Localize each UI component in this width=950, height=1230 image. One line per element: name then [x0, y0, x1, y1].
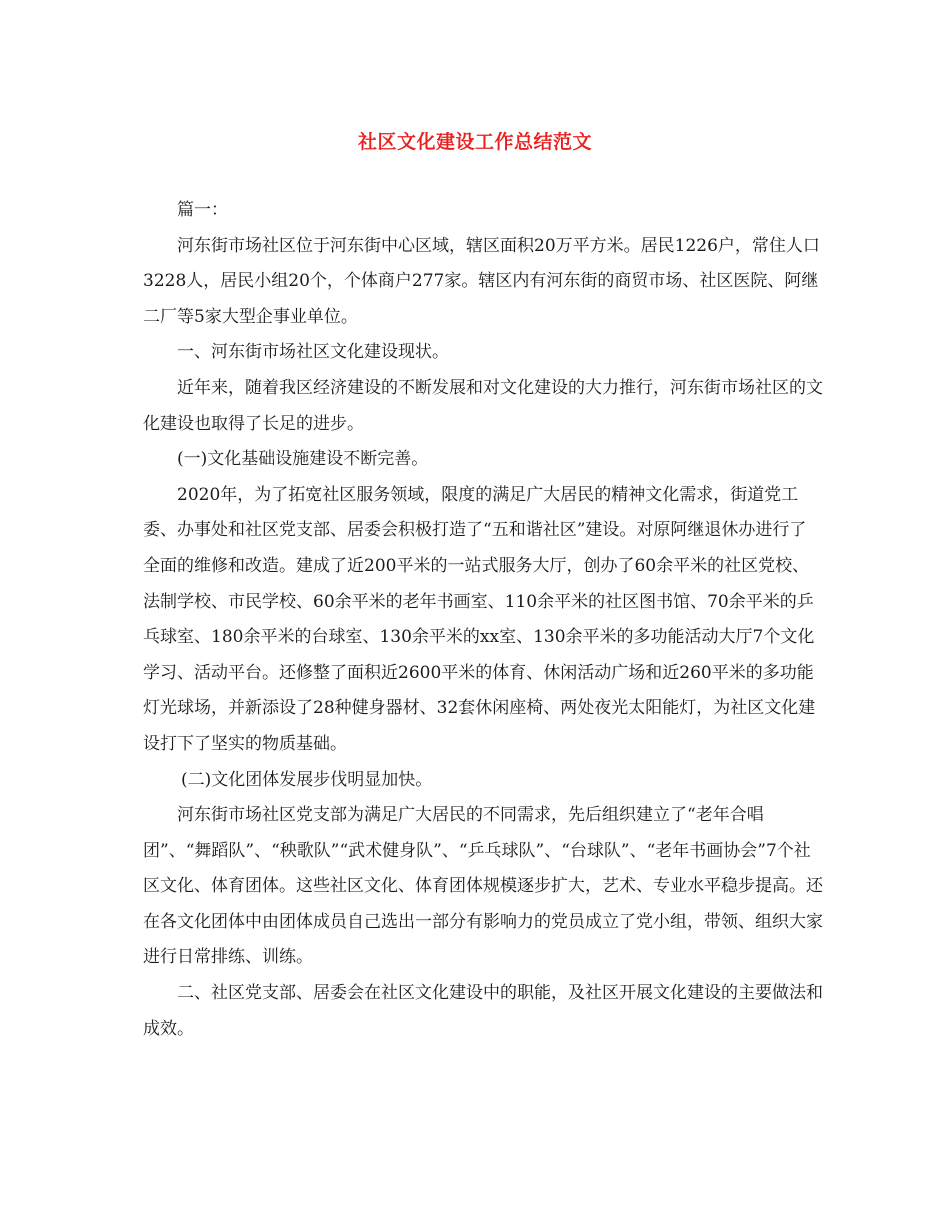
paragraph-facilities: 2020年，为了拓宽社区服务领域，限度的满足广大居民的精神文化需求，街道党工委、办事处和社区党支部、居委会积极打造了“五和谐社区”建设。对原阿继退休办进行了全面的维修和改造。建成了近200平米的一站式服务大厅，创办了60余平米的社区党校、法制学校、市民学校、60余平米的老年书画室、110余平米的社区图书馆、70余平米的乒乓球室、180余平米的台球室、130余平米的xx室、130余平米的多功能活动大厅7个文化学习、活动平台。还修整了面积近2600平米的体育、休闲活动广场和近260平米的多功能灯光球场，并新添设了28种健身器材、32套休闲座椅、两处夜光太阳能灯，为社区文化建设打下了坚实的物质基础。 — [143, 484, 816, 754]
paragraph-intro: 河东街市场社区位于河东街中心区域，辖区面积20万平方米。居民1226户，常住人口3228人，居民小组20个，个体商户277家。辖区内有河东街的商贸市场、社区医院、阿继二厂等5家大型企事业单位。 — [143, 235, 820, 327]
section-label: 篇一： — [177, 200, 228, 220]
heading-section-one: 一、河东街市场社区文化建设现状。 — [177, 342, 449, 363]
paragraph-progress: 近年来，随着我区经济建设的不断发展和对文化建设的大力推行，河东街市场社区的文化建设也取得了长足的进步。 — [143, 377, 823, 434]
heading-section-two: 二、社区党支部、居委会在社区文化建设中的职能，及社区开展文化建设的主要做法和成效。 — [143, 983, 823, 1039]
subheading-facilities: (一)文化基础设施建设不断完善。 — [177, 449, 429, 470]
document-title: 社区文化建设工作总结范文 — [357, 131, 592, 153]
subheading-groups: (二)文化团体发展步伐明显加快。 — [181, 769, 433, 790]
document-body — [143, 193, 823, 1047]
paragraph-groups: 河东街市场社区党支部为满足广大居民的不同需求，先后组织建立了“老年合唱团”、“舞蹈队”、“秧歌队”“武术健身队”、“乒乓球队”、“台球队”、“老年书画协会”7个社区文化、体育团体。这些社区文化、体育团体规模逐步扩大，艺术、专业水平稳步提高。还在各文化团体中由团体成员自己选出一部分有影响力的党员成立了党小组，带领、组织大家进行日常排练、训练。 — [143, 805, 823, 968]
